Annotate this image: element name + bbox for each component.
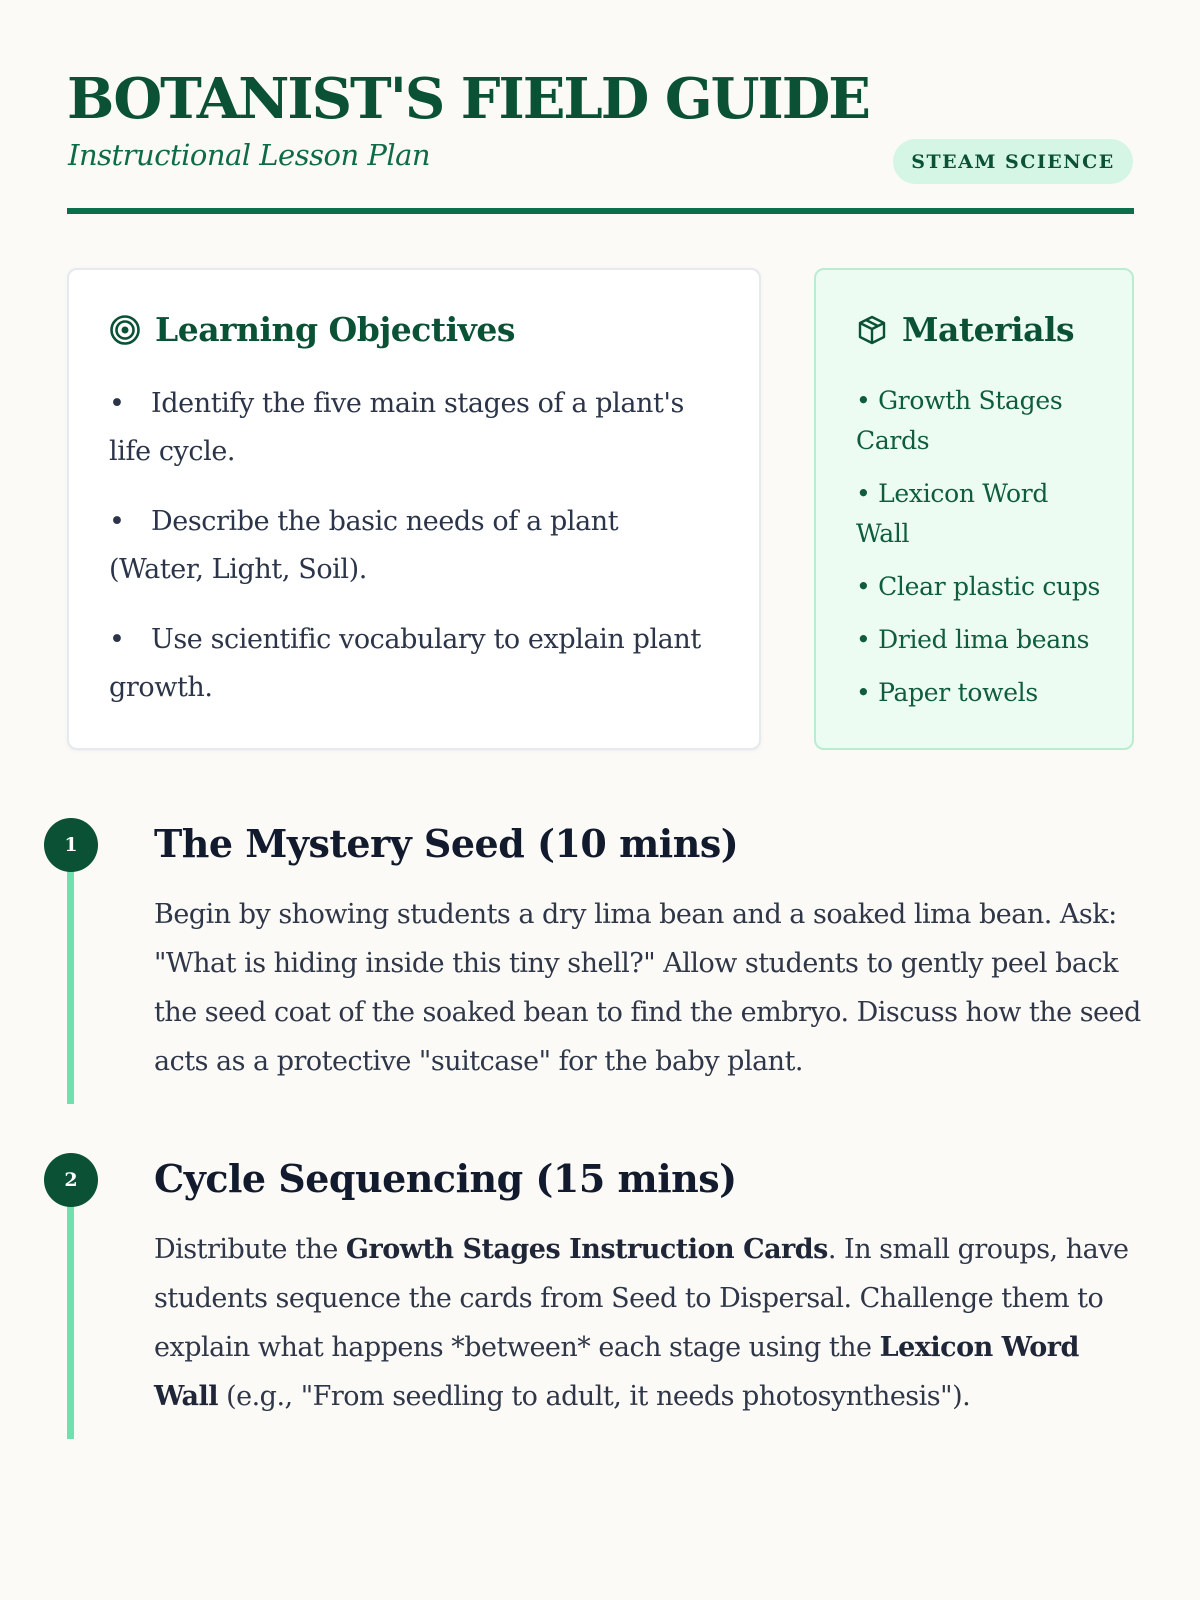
list-item: • Growth Stages Cards [856, 386, 1063, 455]
step-description: Distribute the Growth Stages Instruction Cards. In small groups, have students sequence the cards from Seed to Dispersal. Challenge them to explain what happens *between* each stage using the Lexicon Word Wall (e.g., "From seedling to adult, it needs photosynthesis"). [154, 1234, 1129, 1412]
list-item: • Clear plastic cups [856, 572, 1101, 601]
materials-card [814, 268, 1134, 750]
list-item: • Identify the five main stages of a plant's life cycle. [109, 380, 719, 476]
growth-stages-cards-term: Growth Stages Instruction Cards [345, 1234, 828, 1265]
objectives-list [109, 380, 719, 734]
learning-objectives-heading [109, 310, 515, 349]
step-description: Begin by showing students a dry lima bean and a soaked lima bean. Ask: "What is hiding inside this tiny shell?" Allow students to gently peel back the seed coat of the soaked bean to find the embryo. Discuss how the seed acts as a protective "suitcase" for the baby plant. [154, 899, 1141, 1077]
learning-objectives-card [67, 268, 761, 750]
materials-heading [856, 310, 1074, 349]
step-timeline-bar [67, 1173, 74, 1439]
bullet: • [109, 388, 125, 419]
header-divider [67, 208, 1134, 214]
page-subtitle: Instructional Lesson Plan [68, 138, 431, 172]
step-number-badge: 2 [44, 1153, 98, 1207]
list-item: • Paper towels [856, 678, 1038, 707]
step-title: The Mystery Seed (10 mins) [154, 821, 739, 866]
step-timeline-bar [67, 838, 74, 1104]
list-item: • Describe the basic needs of a plant (Water, Light, Soil). [109, 498, 719, 594]
list-item: • Lexicon Word Wall [856, 479, 1049, 548]
step-number-badge: 1 [44, 818, 98, 872]
step-title: Cycle Sequencing (15 mins) [154, 1156, 737, 1201]
page-title: BOTANIST'S FIELD GUIDE [67, 66, 869, 132]
bullet: • [109, 506, 125, 537]
bullet: • [109, 624, 125, 655]
materials-list [856, 381, 1106, 726]
target-icon [109, 314, 141, 346]
list-item: • Dried lima beans [856, 625, 1090, 654]
learning-objectives-title: Learning Objectives [155, 310, 515, 349]
subject-badge: STEAM SCIENCE [893, 139, 1133, 184]
materials-title: Materials [902, 310, 1075, 349]
lexicon-word-wall-term: Lexicon Word Wall [154, 1332, 1079, 1412]
list-item: • Use scientific vocabulary to explain plant growth. [109, 616, 719, 712]
package-icon [856, 314, 888, 346]
